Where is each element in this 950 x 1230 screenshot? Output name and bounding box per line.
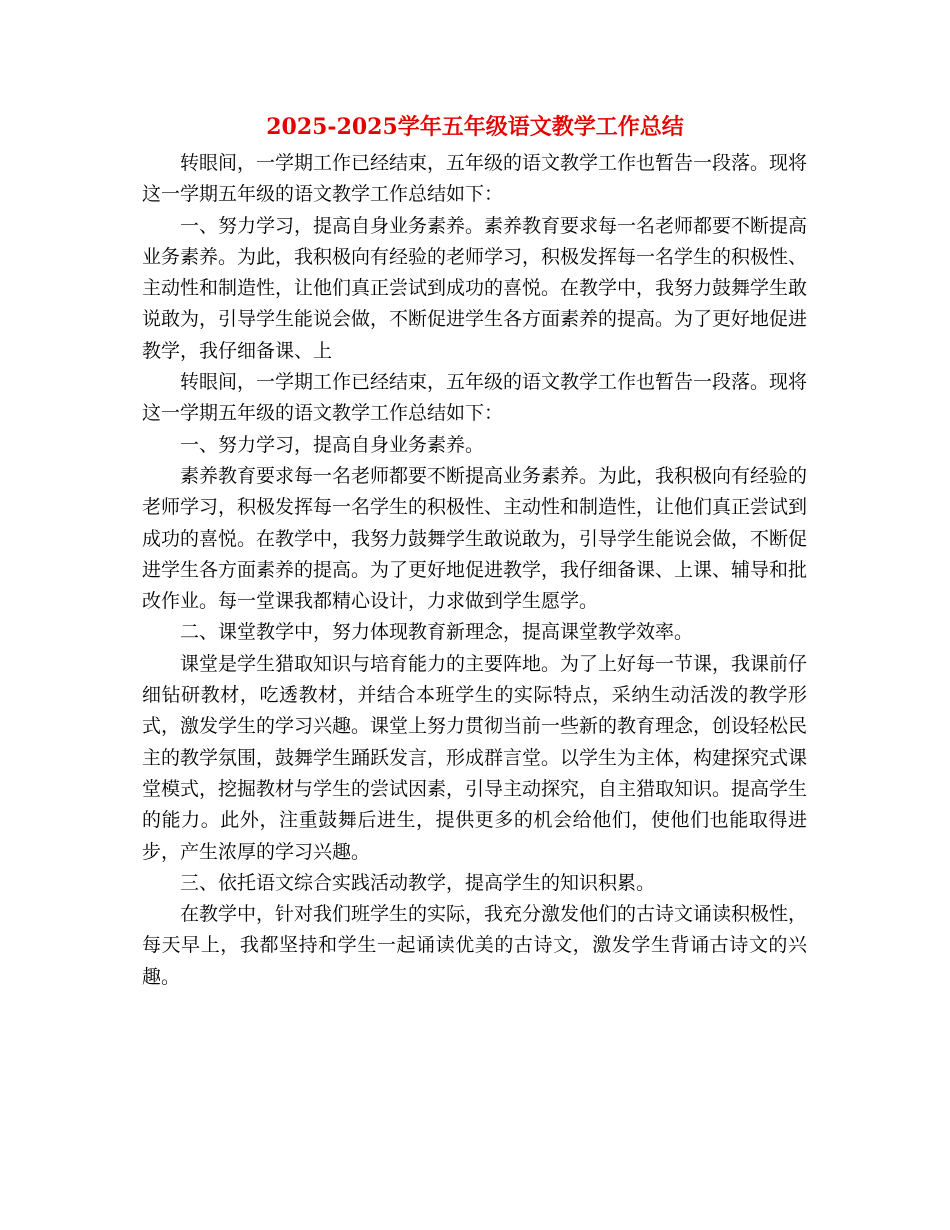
paragraph: 一、努力学习，提高自身业务素养。素养教育要求每一名老师都要不断提高业务素养。为此，我积极向有经验的老师学习，积极发挥每一名学生的积极性、主动性和制造性，让他们真正尝试到成功的喜悦。在教学中，我努力鼓舞学生敢说敢为，引导学生能说会做，不断促进学生各方面素养的提高。为了更好地促进教学，我仔细备课、上 [142, 214, 808, 362]
paragraph: 转眼间，一学期工作已经结束，五年级的语文教学工作也暂告一段落。现将这一学期五年级的语文教学工作总结如下： [142, 152, 808, 206]
section-heading: 三、依托语文综合实践活动教学，提高学生的知识积累。 [180, 871, 656, 894]
paragraph: 课堂是学生猎取知识与培育能力的主要阵地。为了上好每一节课，我课前仔细钻研教材，吃透教材，并结合本班学生的实际特点，采纳生动活泼的教学形式，激发学生的学习兴趣。课堂上努力贯彻当前一些新的教育理念，创设轻松民主的教学氛围，鼓舞学生踊跃发言，形成群言堂。以学生为主体，构建探究式课堂模式，挖掘教材与学生的尝试因素，引导主动探究，自主猎取知识。提高学生的能力。此外，注重鼓舞后进生，提供更多的机会给他们，使他们也能取得进步，产生浓厚的学习兴趣。 [142, 652, 808, 863]
paragraph: 在教学中，针对我们班学生的实际，我充分激发他们的古诗文诵读积极性，每天早上，我都坚持和学生一起诵读优美的古诗文，激发学生背诵古诗文的兴趣。 [142, 903, 808, 988]
document-title: 2025-2025学年五年级语文教学工作总结 [266, 114, 684, 140]
paragraph: 素养教育要求每一名老师都要不断提高业务素养。为此，我积极向有经验的老师学习，积极发挥每一名学生的积极性、主动性和制造性，让他们真正尝试到成功的喜悦。在教学中，我努力鼓舞学生敢说敢为，引导学生能说会做，不断促进学生各方面素养的提高。为了更好地促进教学，我仔细备课、上课、辅导和批改作业。每一堂课我都精心设计，力求做到学生愿学。 [142, 464, 808, 613]
paragraph: 转眼间，一学期工作已经结束，五年级的语文教学工作也暂告一段落。现将这一学期五年级的语文教学工作总结如下： [142, 371, 808, 425]
section-heading: 二、课堂教学中，努力体现教育新理念，提高课堂教学效率。 [180, 621, 694, 644]
document-body [142, 148, 807, 993]
section-heading: 一、努力学习，提高自身业务素养。 [180, 433, 485, 456]
